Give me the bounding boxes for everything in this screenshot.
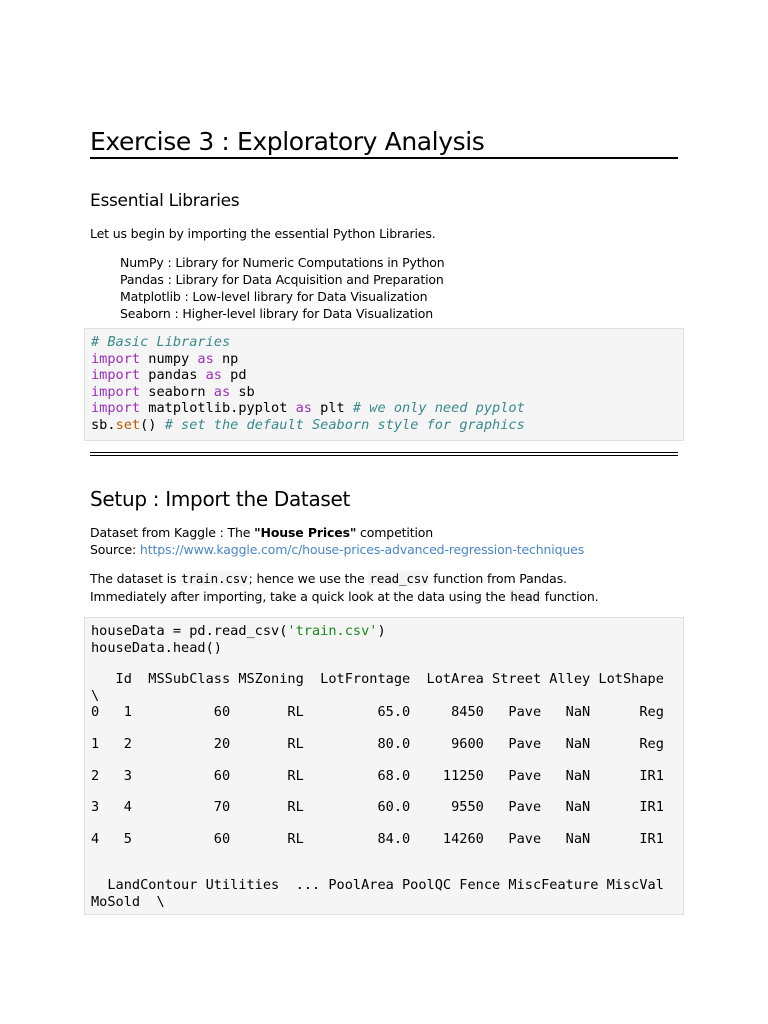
dataframe-output	[85, 671, 683, 910]
library-item: NumPy : Library for Numeric Computations in Python	[120, 255, 445, 270]
output-continuation: \	[91, 687, 100, 704]
table-row: 4 5 60 RL 84.0 14260 Pave NaN IR1	[91, 830, 664, 847]
dataset-description-line1: The dataset is train.csv; hence we use the read_csv function from Pandas.	[90, 571, 567, 586]
table-row: 3 4 70 RL 60.0 9550 Pave NaN IR1	[91, 799, 664, 816]
library-item: Seaborn : Higher-level library for Data Visualization	[120, 306, 434, 321]
table-row: 1 2 20 RL 80.0 9600 Pave NaN Reg	[91, 735, 664, 752]
code-read-data: houseData = pd.read_csv('train.csv') houseData.head()	[91, 623, 386, 656]
inline-code-head: head	[510, 589, 540, 604]
inline-code-train-csv: train.csv	[181, 571, 248, 586]
inline-code-read-csv: read_csv	[369, 571, 429, 586]
output-header-2-continuation: MoSold \	[91, 893, 165, 910]
section-heading-setup: Setup : Import the Dataset	[90, 487, 351, 511]
table-row: 0 1 60 RL 65.0 8450 Pave NaN Reg	[91, 704, 664, 721]
section-divider-top	[90, 452, 678, 453]
library-item: Matplotlib : Low-level library for Data Visualization	[120, 289, 428, 304]
source-line: Source: https://www.kaggle.com/c/house-prices-advanced-regression-techniques	[90, 542, 585, 557]
library-list	[120, 254, 445, 322]
source-link[interactable]: https://www.kaggle.com/c/house-prices-advanced-regression-techniques	[139, 542, 585, 557]
code-cell-imports[interactable]	[84, 328, 684, 441]
library-item: Pandas : Library for Data Acquisition and Preparation	[120, 272, 444, 287]
output-header: Id MSSubClass MSZoning LotFrontage LotArea Street Alley LotShape	[91, 671, 664, 688]
output-header-2: LandContour Utilities ... PoolArea PoolQC Fence MiscFeature MiscVal	[91, 877, 664, 894]
dataset-description-line2: Immediately after importing, take a quick look at the data using the head function.	[90, 589, 599, 604]
dataset-line: Dataset from Kaggle : The "House Prices" competition	[90, 525, 434, 540]
code-imports: # Basic Libraries import numpy as np import pandas as pd import seaborn as sb import matplotlib.pyplot as plt # we only need pyplot sb.set() # set the default Seaborn style for graphics	[91, 334, 525, 433]
code-cell-read-data[interactable]	[84, 617, 684, 915]
intro-text: Let us begin by importing the essential Python Libraries.	[90, 226, 436, 241]
table-row: 2 3 60 RL 68.0 11250 Pave NaN IR1	[91, 767, 664, 784]
section-heading-essential-libraries: Essential Libraries	[90, 191, 240, 211]
section-divider-bottom	[90, 455, 678, 456]
page-title: Exercise 3 : Exploratory Analysis	[90, 127, 678, 159]
